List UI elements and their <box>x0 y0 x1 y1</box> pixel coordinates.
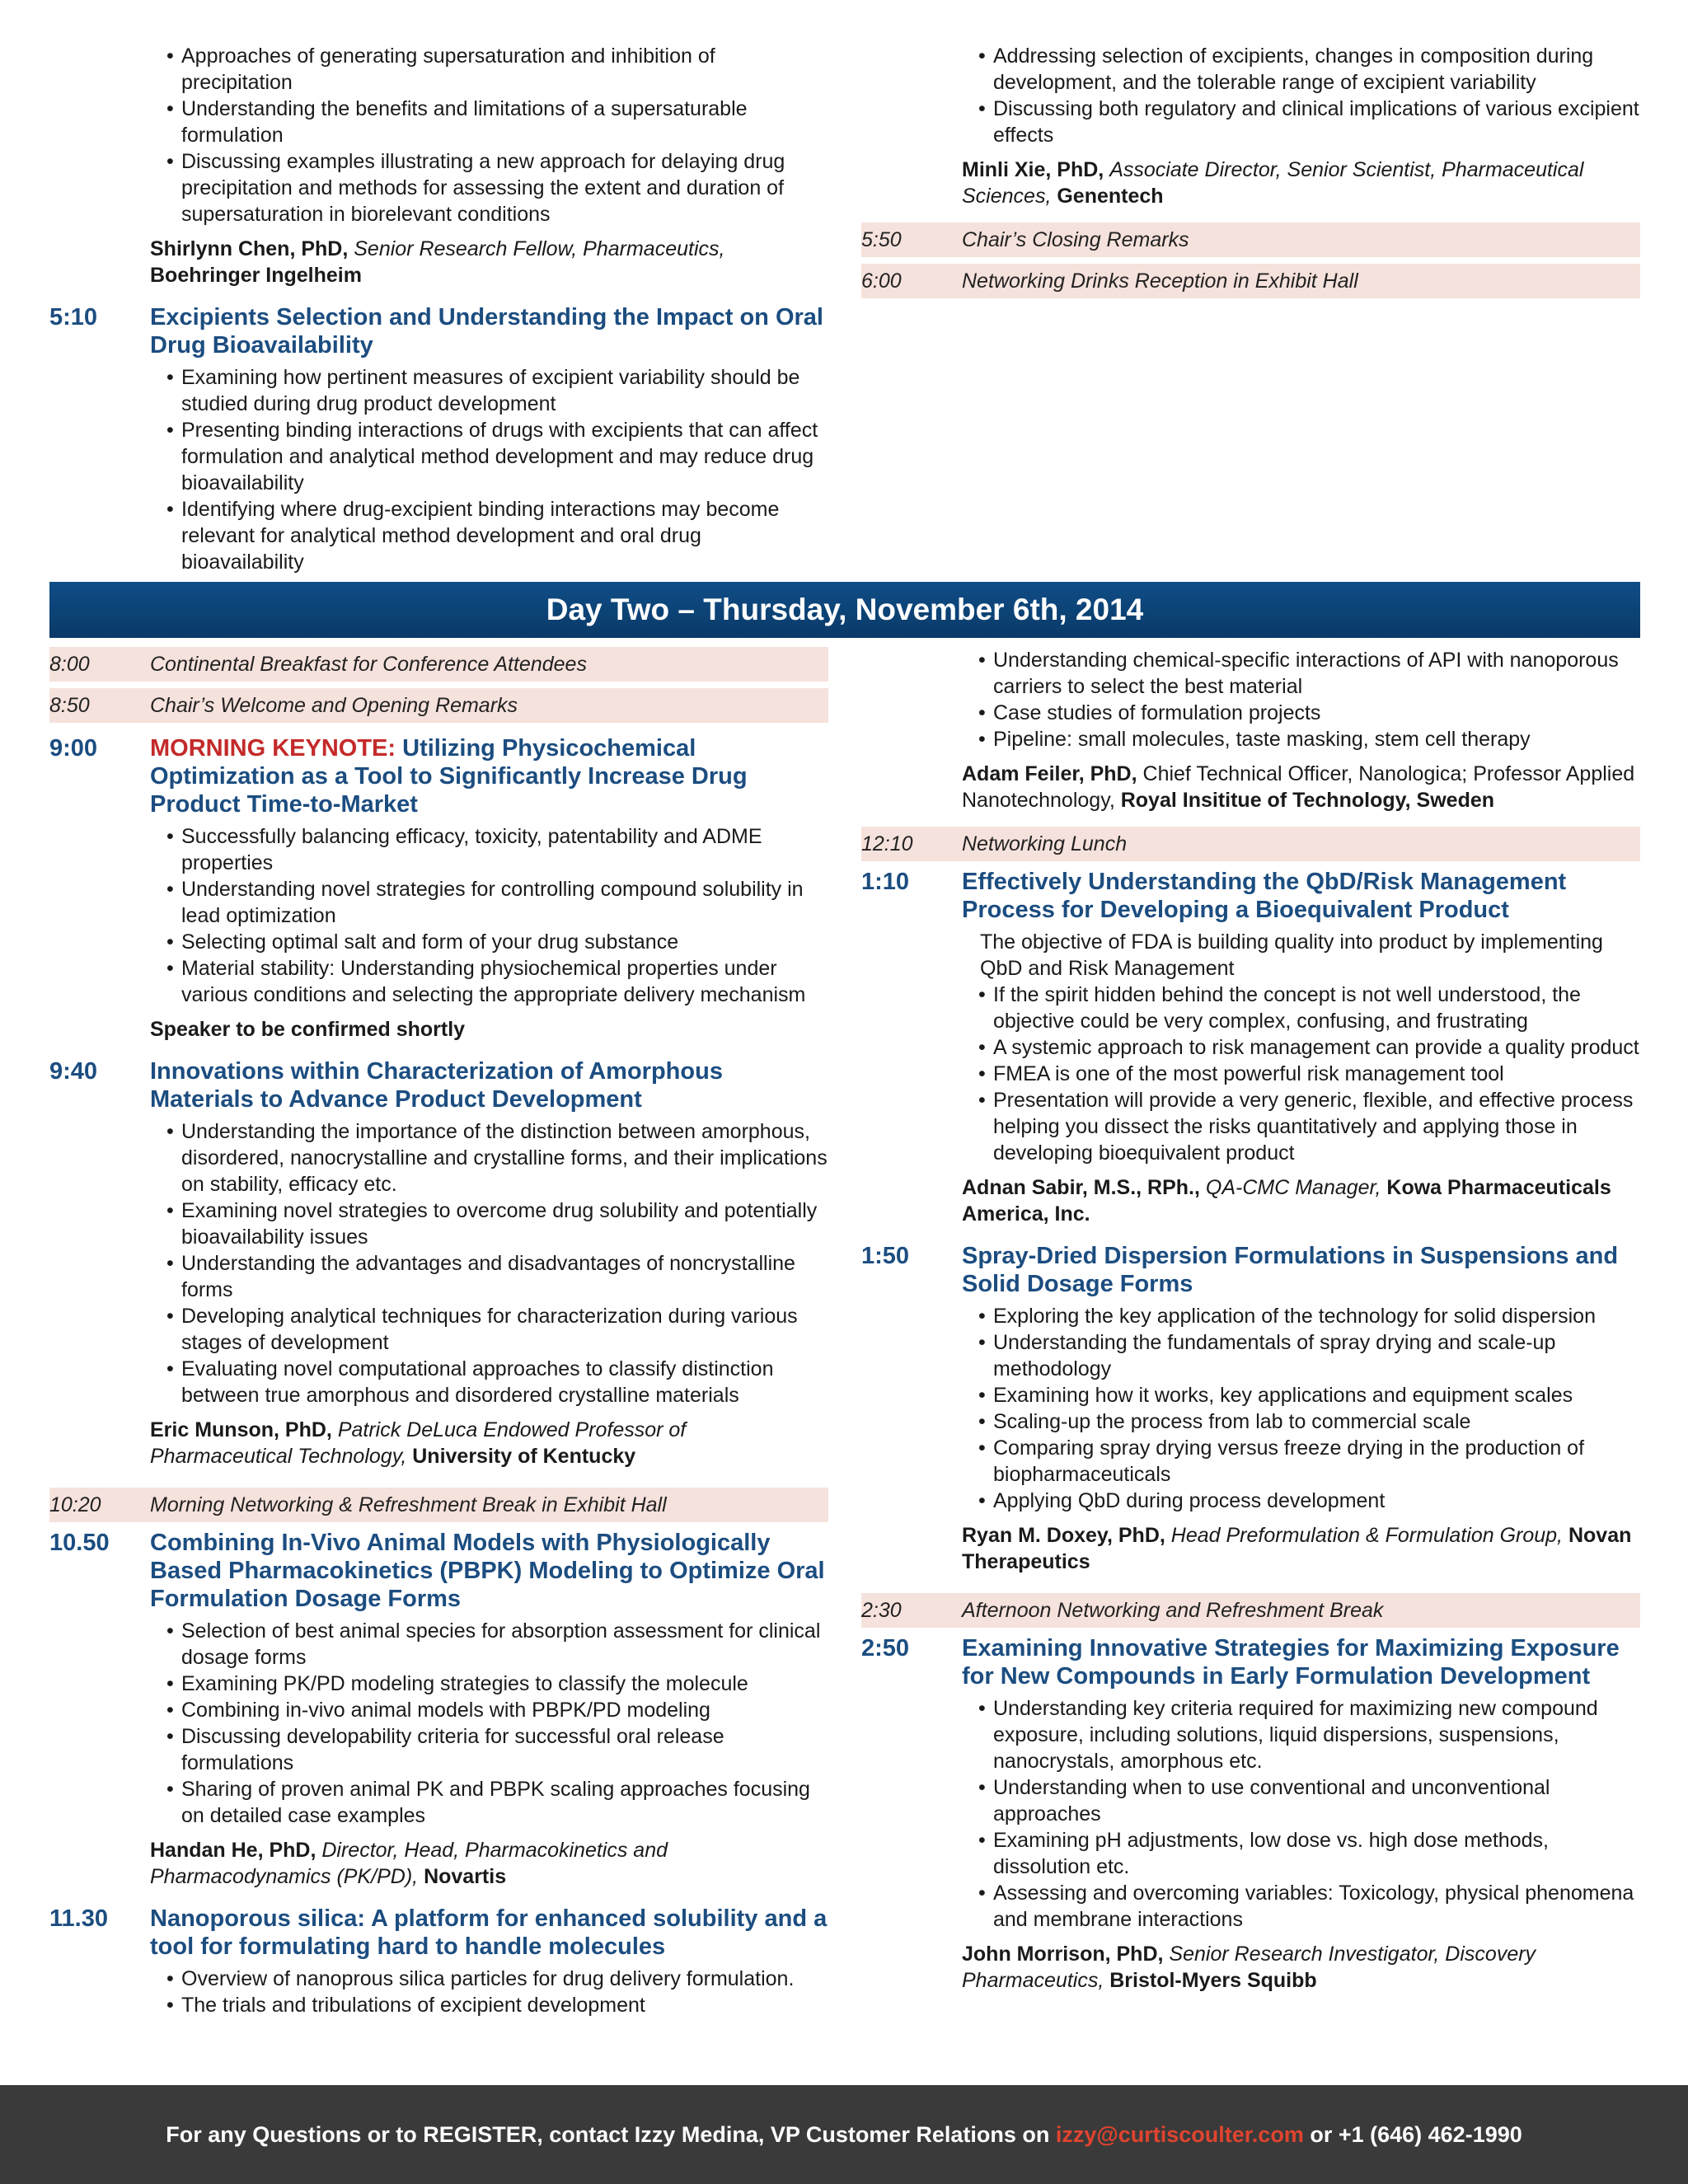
speaker-role: Director, Head, Pharmacokinetics and Pharmacodynamics (PK/PD), <box>150 1839 668 1888</box>
footer-text: For any Questions or to REGISTER, contact Izzy Medina, VP Customer Relations on <box>166 2122 1056 2147</box>
bullet: • Approaches of generating supersaturation and inhibition of precipitation <box>166 43 828 96</box>
bullet-list <box>150 43 828 227</box>
session-title: Effectively Understanding the QbD/Risk Management Process for Developing a Bioequivalent Product <box>962 869 1567 923</box>
break-label: Networking Lunch <box>962 832 1128 855</box>
bullet: • If the spirit hidden behind the concept is not well understood, the objective could be very complex, confusing, and frustrating <box>978 982 1640 1034</box>
top-right-column <box>861 43 1640 305</box>
speaker-credit <box>962 1522 1640 1575</box>
speaker-credit <box>962 157 1640 209</box>
bullet: • Presenting binding interactions of drugs with excipients that can affect formulation and analytical method development and may reduce drug bioavailability <box>166 417 828 496</box>
session-time: 10.50 <box>49 1530 110 1556</box>
session-time: 11.30 <box>49 1905 108 1932</box>
contact-footer <box>0 2085 1688 2184</box>
email-link[interactable]: izzy@curtiscoulter.com <box>1055 2122 1304 2147</box>
speaker-name: Handan He, PhD, <box>150 1839 316 1862</box>
bullet: • Pipeline: small molecules, taste masking, stem cell therapy <box>978 726 1640 752</box>
session-title: Innovations within Characterization of Amorphous Materials to Advance Product Development <box>150 1058 723 1113</box>
speaker-org: Novartis <box>424 1865 507 1888</box>
session-time: 9:40 <box>49 1058 98 1085</box>
speaker-credit <box>962 1941 1640 1994</box>
break-time: 10:20 <box>49 1493 101 1516</box>
speaker-credit <box>150 1417 828 1469</box>
break-label: Afternoon Networking and Refreshment Break <box>962 1599 1384 1622</box>
agenda-break-bar <box>49 647 828 682</box>
speaker-role: Senior Research Fellow, Pharmaceutics, <box>354 237 725 260</box>
agenda-break-bar <box>861 223 1640 257</box>
bottom-left-column <box>49 647 828 2023</box>
session-time: 1:50 <box>861 1243 910 1269</box>
bullet: • Combining in-vivo animal models with PBPK/PD modeling <box>166 1697 828 1723</box>
keynote-label: MORNING KEYNOTE: <box>150 735 396 762</box>
speaker-org: Kowa Pharmaceuticals America, Inc. <box>962 1176 1611 1226</box>
break-time: 6:00 <box>861 269 902 293</box>
agenda-break-bar <box>49 1488 828 1522</box>
speaker-name: Eric Munson, PhD, <box>150 1418 332 1441</box>
bullet: • A systemic approach to risk management can provide a quality product <box>978 1034 1640 1061</box>
session-title: Spray-Dried Dispersion Formulations in Suspensions and Solid Dosage Forms <box>962 1243 1619 1297</box>
speaker-role: Senior Research Investigator, Discovery Pharmaceutics, <box>962 1943 1536 1992</box>
session-900 <box>49 734 828 1043</box>
bullet: • Exploring the key application of the technology for solid dispersion <box>978 1303 1640 1329</box>
bullet: • Identifying where drug-excipient binding interactions may become relevant for analytical method development and oral drug bioavailability <box>166 496 828 575</box>
bullet: • Examining how it works, key applications and equipment scales <box>978 1382 1640 1408</box>
session-title: Combining In-Vivo Animal Models with Physiologically Based Pharmacokinetics (PBPK) Modeling to Optimize Oral Formulation Dosage Forms <box>150 1530 825 1612</box>
bullet: • The trials and tribulations of excipient development <box>166 1992 828 2018</box>
break-label: Continental Breakfast for Conference Attendees <box>150 653 587 676</box>
speaker-role: Associate Director, Senior Scientist, Pharmaceutical Sciences, <box>962 158 1584 208</box>
bullet-list <box>962 647 1640 752</box>
bullet: • Material stability: Understanding physiochemical properties under various conditions and selecting the appropriate delivery mechanism <box>166 955 828 1008</box>
agenda-break-bar <box>861 1593 1640 1628</box>
break-label: Networking Drinks Reception in Exhibit Hall <box>962 269 1358 293</box>
bullet-list <box>962 1303 1640 1514</box>
speaker-name: Minli Xie, PhD, <box>962 158 1104 181</box>
continued-session <box>49 43 828 288</box>
speaker-org: Royal Insititue of Technology, Sweden <box>1120 789 1495 812</box>
bullet: • Sharing of proven animal PK and PBPK scaling approaches focusing on detailed case examples <box>166 1776 828 1829</box>
bullet: • Understanding when to use conventional and unconventional approaches <box>978 1774 1640 1827</box>
bullet: • Examining how pertinent measures of excipient variability should be studied during drug product development <box>166 364 828 417</box>
bullet: • Applying QbD during process development <box>978 1488 1640 1514</box>
speaker-org: Boehringer Ingelheim <box>150 264 362 287</box>
bullet: • Developing analytical techniques for characterization during various stages of development <box>166 1303 828 1356</box>
bullet: • Understanding the benefits and limitations of a supersaturable formulation <box>166 96 828 148</box>
session-title: Excipients Selection and Understanding the Impact on Oral Drug Bioavailability <box>150 304 823 359</box>
bullet: • Case studies of formulation projects <box>978 700 1640 726</box>
bullet: • Comparing spray drying versus freeze drying in the production of biopharmaceuticals <box>978 1435 1640 1488</box>
session-title: Examining Innovative Strategies for Maximizing Exposure for New Compounds in Early Formulation Development <box>962 1635 1620 1690</box>
break-time: 12:10 <box>861 832 913 855</box>
session-940 <box>49 1057 828 1469</box>
bullet: • Addressing selection of excipients, changes in composition during development, and the tolerable range of excipient variability <box>978 43 1640 96</box>
speaker-role: Head Preformulation & Formulation Group, <box>1170 1524 1564 1547</box>
bullet-list <box>962 982 1640 1166</box>
bullet: • FMEA is one of the most powerful risk management tool <box>978 1061 1640 1087</box>
bullet: • Understanding the importance of the distinction between amorphous, disordered, nanocrystalline and crystalline forms, and their implications on stability, efficacy etc. <box>166 1118 828 1197</box>
speaker-name: Speaker to be confirmed shortly <box>150 1018 466 1041</box>
speaker-credit <box>962 1174 1640 1227</box>
bullet: • Understanding chemical-specific interactions of API with nanoporous carriers to select the best material <box>978 647 1640 700</box>
session-time: 2:50 <box>861 1635 910 1661</box>
session-510 <box>49 303 828 575</box>
bullet: • Selection of best animal species for absorption assessment for clinical dosage forms <box>166 1618 828 1671</box>
break-time: 8:00 <box>49 653 90 676</box>
bottom-right-column <box>861 647 1640 1999</box>
bullet: • Successfully balancing efficacy, toxicity, patentability and ADME properties <box>166 823 828 876</box>
break-time: 2:30 <box>861 1599 902 1622</box>
session-1130 <box>49 1905 828 2018</box>
footer-phone: or +1 (646) 462-1990 <box>1303 2122 1522 2147</box>
continued-session <box>861 43 1640 209</box>
session-1050 <box>49 1529 828 1890</box>
bullet: • Scaling-up the process from lab to commercial scale <box>978 1408 1640 1435</box>
bullet: • Examining novel strategies to overcome drug solubility and potentially bioavailability issues <box>166 1197 828 1250</box>
bullet: • Discussing both regulatory and clinical implications of various excipient effects <box>978 96 1640 148</box>
bullet-list <box>962 43 1640 148</box>
agenda-break-bar <box>861 264 1640 298</box>
speaker-role: Chief Technical Officer, Nanologica; Professor Applied Nanotechnology, <box>962 762 1635 812</box>
bullet-list <box>150 823 828 1008</box>
session-intro: The objective of FDA is building quality into product by implementing QbD and Risk Management <box>980 930 1603 980</box>
speaker-name: John Morrison, PhD, <box>962 1943 1164 1966</box>
bullet: • Discussing examples illustrating a new approach for delaying drug precipitation and methods for assessing the extent and duration of supersaturation in biorelevant conditions <box>166 148 828 227</box>
agenda-break-bar <box>861 827 1640 861</box>
speaker-name: Shirlynn Chen, PhD, <box>150 237 349 260</box>
bullet: • Examining pH adjustments, low dose vs. high dose methods, dissolution etc. <box>978 1827 1640 1880</box>
day-banner: Day Two – Thursday, November 6th, 2014 <box>49 582 1640 638</box>
speaker-name: Adnan Sabir, M.S., RPh., <box>962 1176 1200 1199</box>
session-time: 9:00 <box>49 735 98 762</box>
session-time: 1:10 <box>861 869 910 895</box>
bullet-list <box>150 1966 828 2018</box>
bullet-list <box>150 1118 828 1408</box>
bullet: • Evaluating novel computational approaches to classify distinction between true amorphous and disordered crystalline materials <box>166 1356 828 1408</box>
bullet: • Discussing developability criteria for successful oral release formulations <box>166 1723 828 1776</box>
session-title <box>150 734 828 818</box>
speaker-credit <box>150 1837 828 1890</box>
bullet: • Presentation will provide a very generic, flexible, and effective process helping you dissect the risks quantitatively and applying those in developing bioequivalent product <box>978 1087 1640 1166</box>
break-label: Morning Networking & Refreshment Break in Exhibit Hall <box>150 1493 667 1516</box>
bullet: • Selecting optimal salt and form of your drug substance <box>166 929 828 955</box>
break-time: 5:50 <box>861 228 902 251</box>
bullet: • Understanding the advantages and disadvantages of noncrystalline forms <box>166 1250 828 1303</box>
break-label: Chair’s Welcome and Opening Remarks <box>150 694 518 717</box>
bullet: • Understanding the fundamentals of spray drying and scale-up methodology <box>978 1329 1640 1382</box>
top-left-column <box>49 43 828 580</box>
speaker-role: Patrick DeLuca Endowed Professor of Pharmaceutical Technology, <box>150 1418 687 1468</box>
bullet: • Understanding novel strategies for controlling compound solubility in lead optimization <box>166 876 828 929</box>
session-250 <box>861 1634 1640 1994</box>
bullet-list <box>150 364 828 575</box>
bullet: • Assessing and overcoming variables: Toxicology, physical phenomena and membrane interactions <box>978 1880 1640 1933</box>
session-time: 5:10 <box>49 304 98 330</box>
bullet-list <box>150 1618 828 1829</box>
break-label: Chair’s Closing Remarks <box>962 228 1189 251</box>
speaker-credit <box>962 761 1640 813</box>
agenda-break-bar <box>49 688 828 723</box>
bullet: • Understanding key criteria required for maximizing new compound exposure, including solutions, liquid dispersions, suspensions, nanocrystals, amorphous etc. <box>978 1695 1640 1774</box>
continued-session <box>861 647 1640 813</box>
speaker-org: Novan Therapeutics <box>962 1524 1632 1573</box>
speaker-org: Bristol-Myers Squibb <box>1109 1969 1317 1992</box>
session-150 <box>861 1242 1640 1575</box>
speaker-name: Ryan M. Doxey, PhD, <box>962 1524 1165 1547</box>
bullet: • Overview of nanoprous silica particles for drug delivery formulation. <box>166 1966 828 1992</box>
session-title-text: Utilizing Physicochemical Optimization as a Tool to Significantly Increase Drug Product Time-to-Market <box>150 735 748 818</box>
speaker-credit <box>150 1016 828 1043</box>
session-110 <box>861 868 1640 1227</box>
session-title: Nanoporous silica: A platform for enhanced solubility and a tool for formulating hard to handle molecules <box>150 1905 828 1960</box>
speaker-name: Adam Feiler, PhD, <box>962 762 1137 785</box>
break-time: 8:50 <box>49 694 90 717</box>
speaker-org: Genentech <box>1057 185 1164 208</box>
bullet: • Examining PK/PD modeling strategies to classify the molecule <box>166 1671 828 1697</box>
bullet-list <box>962 1695 1640 1933</box>
speaker-org: University of Kentucky <box>412 1445 636 1468</box>
speaker-credit <box>150 236 828 288</box>
speaker-role: QA-CMC Manager, <box>1205 1176 1381 1199</box>
